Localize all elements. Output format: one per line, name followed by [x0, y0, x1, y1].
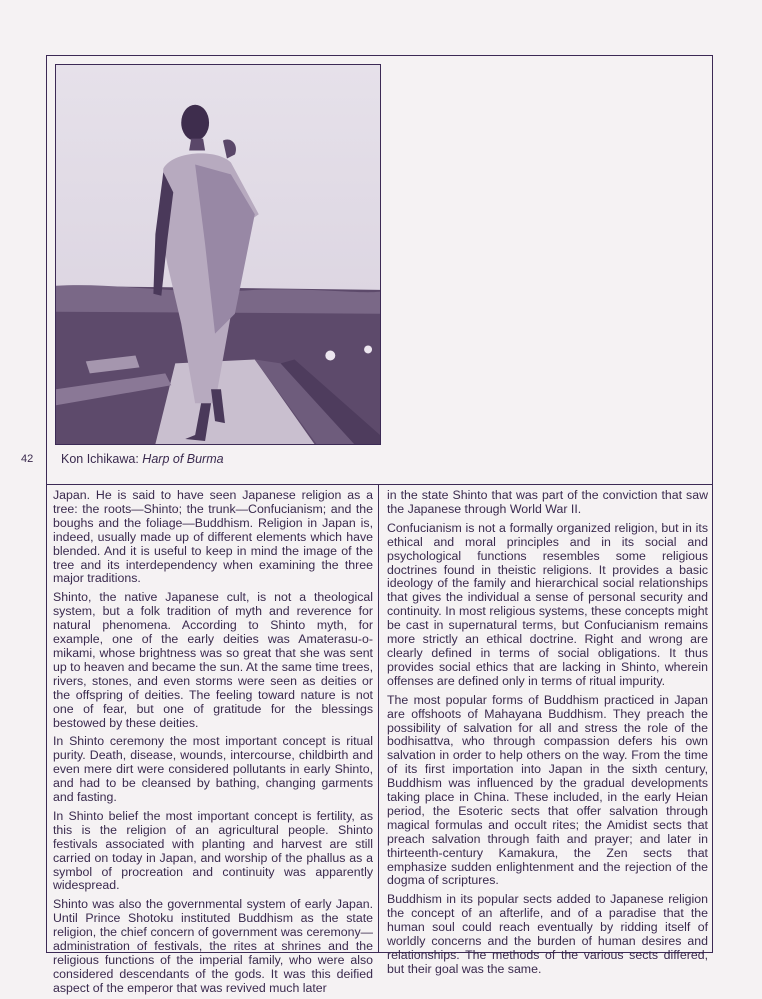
paragraph: Japan. He is said to have seen Japanese religion as a tree: the roots—Shinto; the trunk—Confucianism; and the boughs and the foliage—Buddhism. Religion in Japan is, indeed, usually made up of different elements which have blended. And it is useful to keep in mind the image of the tree and its interdependency when examining the three major traditions.	[53, 488, 373, 586]
page-frame	[46, 55, 713, 995]
paragraph: Buddhism in its popular sects added to Japanese religion the concept of an afterlife, and of a paradise that the human soul could reach eventually by ridding itself of worldly concerns and the burden of human desires and relationships. The methods of the various sects differed, but their goal was the same.	[387, 892, 708, 976]
page-number: 42	[21, 453, 34, 465]
paragraph: Shinto, the native Japanese cult, is not a theological system, but a folk tradition of myth and reverence for natural phenomena. According to Shinto myth, for example, one of the early deities was Amaterasu-o-mikami, whose brightness was so great that she was sent up to heaven and became the sun. At the same time trees, rivers, stones, and even storms were seen as deities or the offspring of deities. The feeling toward nature is not one of fear, but one of gratitude for the blessings bestowed by these deities.	[53, 590, 373, 730]
paragraph: In Shinto ceremony the most important concept is ritual purity. Death, disease, wounds, intercourse, childbirth and even mere dirt were considered pollutants in early Shinto, and had to be cleansed by bathing, changing garments and fasting.	[53, 734, 373, 805]
right-text-column	[387, 488, 708, 976]
horizontal-divider	[47, 484, 712, 485]
paragraph: Confucianism is not a formally organized religion, but in its ethical and moral principles and in its social and psychological functions resembles some religious doctrines found in theistic religions. It provides a basic ideology of the family and hierarchical social relationships that gives the individual a sense of personal security and continuity. In most religious systems, these concepts might be cast in supernatural terms, but Confucianism remains more strictly an ethical doctrine. Right and wrong are clearly defined in terms of social obligations. It thus provides social ethics that are lacking in Shinto, wherein offenses are defined only in terms of ritual impurity.	[387, 520, 708, 688]
film-still-photo	[55, 64, 381, 445]
monk-walking-image	[56, 65, 380, 444]
column-divider	[378, 484, 379, 952]
photo-caption	[61, 452, 224, 466]
left-text-column	[53, 488, 373, 995]
paragraph: In Shinto belief the most important concept is fertility, as this is the religion of an agricultural people. Shinto festivals associated with planting and harvest are still carried on today in Japan, and worship of the phallus as a symbol of procreation and continuity was apparently widespread.	[53, 808, 373, 893]
paragraph: The most popular forms of Buddhism practiced in Japan are offshoots of Mahayana Buddhism. They preach the possibility of salvation for all and stress the role of the bodhisattva, who through compassion defers his own salvation in order to help others on the way. From the time of its first importation into Japan in the sixth century, Buddhism was influenced by the gradual developments taking place in China. These included, in the early Heian period, the Esoteric sects that offer salvation through magical formulas and occult rites; the Amidist sects that preach salvation through faith and prayer; and later in thirteenth-century Kamakura, the Zen sects that emphasize sudden enlightenment and the rejection of the dogma of scriptures.	[387, 692, 708, 888]
caption-director: Kon Ichikawa:	[61, 452, 143, 466]
paragraph: Shinto was also the governmental system of early Japan. Until Prince Shotoku instituted Buddhism as the state religion, the chief concern of government was ceremony—administration of festivals, the rites at shrines and the religious functions of the imperial family, who were also considered descendants of the gods. It was this deified aspect of the emperor that was revived much later	[53, 897, 373, 995]
paragraph: in the state Shinto that was part of the conviction that saw the Japanese through World War II.	[387, 488, 708, 516]
caption-film-title: Harp of Burma	[142, 452, 224, 466]
